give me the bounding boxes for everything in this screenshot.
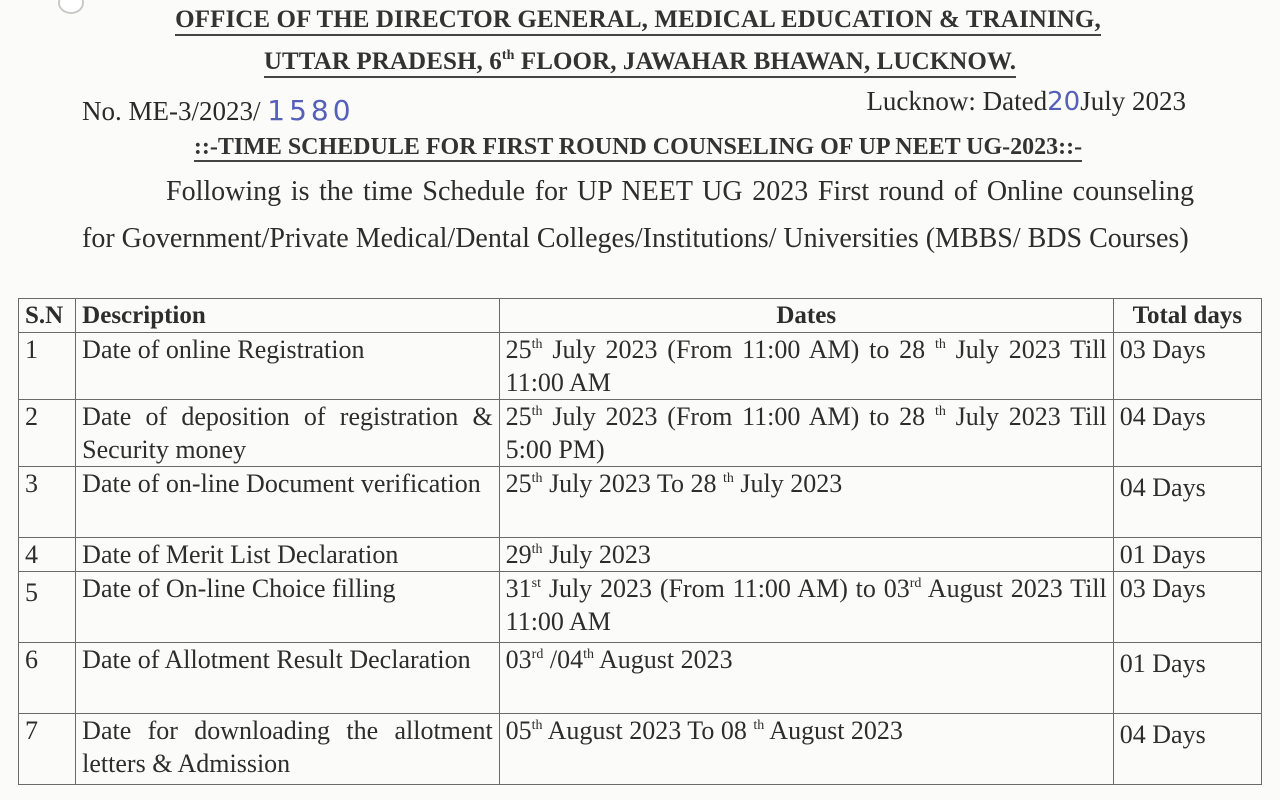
cell-description: Date for downloading the allotment letters & Admission: [76, 714, 500, 785]
cell-dates: 25th July 2023 To 28 $^{th}$ July 2023: [499, 467, 1113, 538]
cell-total-days: 03 Days: [1113, 333, 1261, 400]
header-description: Description: [76, 299, 500, 333]
cell-total-days: 04 Days: [1113, 467, 1261, 538]
cell-description: Date of Merit List Declaration: [76, 538, 500, 572]
cell-total-days: 01 Days: [1113, 538, 1261, 572]
punch-hole-mark: [58, 0, 84, 14]
cell-dates: 03rd /04th August 2023: [499, 643, 1113, 714]
cell-dates: 05th August 2023 To 08 $^{th}$ August 2023: [499, 714, 1113, 785]
cell-sn: 7: [19, 714, 76, 785]
cell-description: Date of on-line Document verification: [76, 467, 500, 538]
cell-dates: 31st July 2023 (From 11:00 AM) to 03rd August 2023 Till 11:00 AM: [499, 572, 1113, 643]
letter-number: No. ME-3/2023/ 1580: [82, 94, 355, 127]
cell-total-days: 03 Days: [1113, 572, 1261, 643]
cell-dates: 25th July 2023 (From 11:00 AM) to 28 $^{th}$ July 2023 Till 5:00 PM): [499, 400, 1113, 467]
header-dates: Dates: [499, 299, 1113, 333]
cell-sn: 4: [19, 538, 76, 572]
office-header-line-1: [108, 6, 1168, 34]
office-address: UTTAR PRADESH, 6th FLOOR, JAWAHAR BHAWAN, LUCKNOW.: [264, 48, 1016, 78]
cell-total-days: 04 Days: [1113, 400, 1261, 467]
table-row: [19, 714, 1262, 785]
cell-sn: 5: [19, 572, 76, 643]
cell-sn: 1: [19, 333, 76, 400]
handwritten-date-day: 20: [1047, 87, 1081, 117]
office-name: OFFICE OF THE DIRECTOR GENERAL, MEDICAL EDUCATION & TRAINING,: [175, 6, 1101, 36]
cell-total-days: 04 Days: [1113, 714, 1261, 785]
header-total-days: Total days: [1113, 299, 1261, 333]
handwritten-letter-number: 1580: [267, 94, 355, 127]
cell-description: Date of online Registration: [76, 333, 500, 400]
table-row: [19, 467, 1262, 538]
table-row: [19, 643, 1262, 714]
ordinal-sup: th: [501, 48, 515, 63]
schedule-title: ::-TIME SCHEDULE FOR FIRST ROUND COUNSELING OF UP NEET UG-2023::-: [193, 134, 1083, 160]
cell-total-days: 01 Days: [1113, 643, 1261, 714]
header-sn: S.N: [19, 299, 76, 333]
cell-sn: 3: [19, 467, 76, 538]
cell-description: Date of deposition of registration & Security money: [76, 400, 500, 467]
counseling-schedule-table: [18, 298, 1262, 785]
cell-dates: 25th July 2023 (From 11:00 AM) to 28 $^{th}$ July 2023 Till 11:00 AM: [499, 333, 1113, 400]
cell-sn: 2: [19, 400, 76, 467]
letter-date: Lucknow: Dated20July 2023: [866, 86, 1186, 117]
cell-sn: 6: [19, 643, 76, 714]
table-row: [19, 333, 1262, 400]
table-row: [19, 400, 1262, 467]
office-header-line-2: [140, 48, 1140, 76]
table-row: [19, 572, 1262, 643]
reference-line: [82, 86, 1186, 126]
cell-description: Date of On-line Choice filling: [76, 572, 500, 643]
cell-dates: 29th July 2023: [499, 538, 1113, 572]
table-header-row: [19, 299, 1262, 333]
table-row: [19, 538, 1262, 572]
cell-description: Date of Allotment Result Declaration: [76, 643, 500, 714]
intro-paragraph: Following is the time Schedule for UP NEET UG 2023 First round of Online counseling for Government/Private Medical/Dental Colleges/Institutions/ Universities (MBBS/ BDS Courses): [82, 176, 1194, 254]
